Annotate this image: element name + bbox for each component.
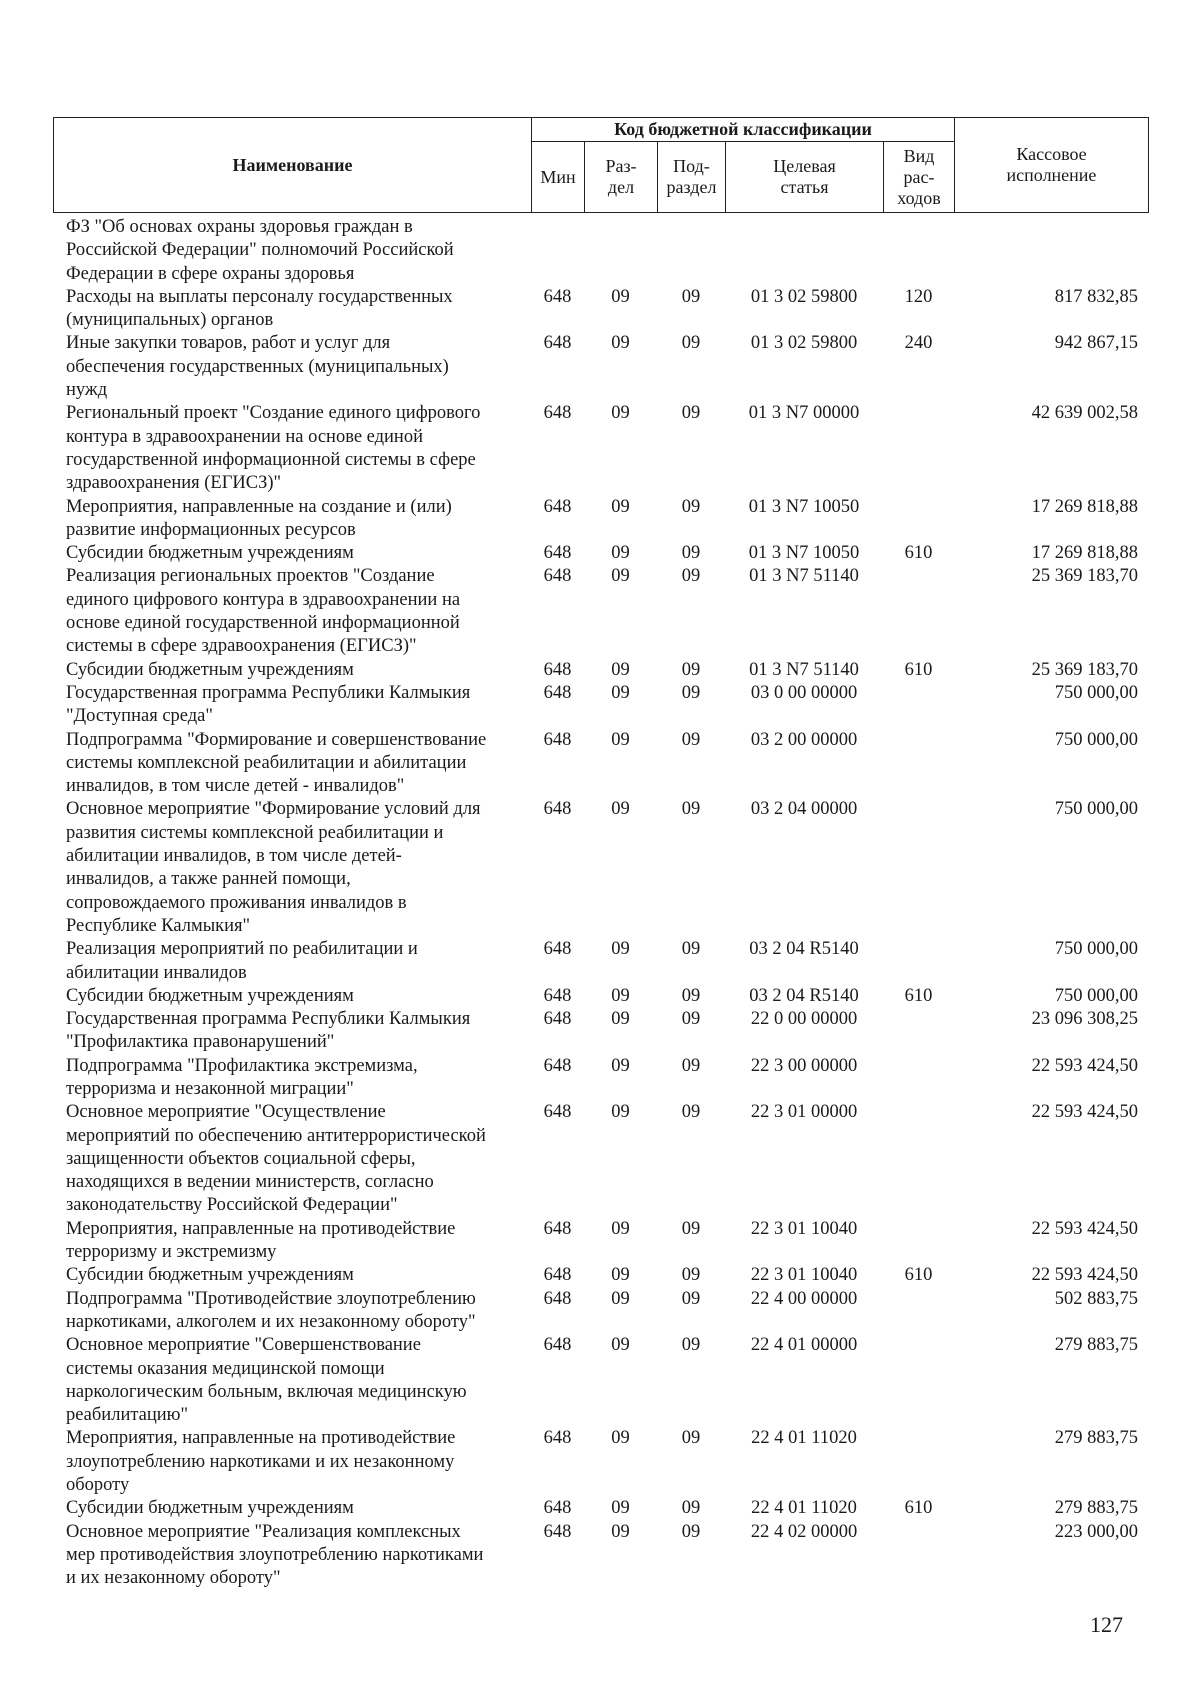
row-min: 648 bbox=[543, 1102, 572, 1123]
row-expense-type bbox=[883, 682, 954, 729]
row-name bbox=[53, 682, 531, 729]
row-expense-type bbox=[883, 216, 954, 286]
row-expense-type bbox=[883, 402, 954, 495]
row-expense-type: 610 bbox=[904, 659, 933, 680]
table-row bbox=[53, 985, 1148, 1008]
row-article: 01 3 N7 00000 bbox=[748, 403, 860, 424]
row-expense-type: 610 bbox=[904, 543, 933, 564]
row-name-line: мер противодействия злоупотреблению наркотиками bbox=[66, 1544, 484, 1565]
table-row bbox=[53, 216, 1148, 286]
row-min: 648 bbox=[543, 333, 572, 354]
row-execution: 223 000,00 bbox=[1054, 1521, 1138, 1542]
row-name bbox=[53, 542, 531, 565]
row-name-line: абилитации инвалидов, в том числе детей- bbox=[66, 846, 402, 867]
row-min: 648 bbox=[543, 939, 572, 960]
row-article: 22 4 02 00000 bbox=[750, 1521, 858, 1542]
row-min: 648 bbox=[543, 1218, 572, 1239]
row-execution: 279 883,75 bbox=[1054, 1498, 1138, 1519]
row-name bbox=[53, 286, 531, 333]
row-expense-type: 610 bbox=[904, 985, 933, 1006]
row-min: 648 bbox=[543, 1335, 572, 1356]
row-name-line: Субсидии бюджетным учреждениям bbox=[66, 659, 354, 680]
page-number: 127 bbox=[1090, 1612, 1123, 1637]
row-execution: 750 000,00 bbox=[1054, 729, 1138, 750]
row-execution: 22 593 424,50 bbox=[1031, 1055, 1138, 1076]
row-execution: 750 000,00 bbox=[1054, 939, 1138, 960]
table-row bbox=[53, 332, 1148, 402]
row-name bbox=[53, 1427, 531, 1497]
row-name-line: "Профилактика правонарушений" bbox=[66, 1032, 335, 1053]
row-name-line: нужд bbox=[66, 380, 108, 401]
row-subsection: 09 bbox=[681, 1428, 701, 1449]
row-subsection: 09 bbox=[681, 939, 701, 960]
row-min: 648 bbox=[543, 1521, 572, 1542]
table-row bbox=[53, 682, 1148, 729]
row-name-line: Расходы на выплаты персоналу государственных bbox=[66, 286, 453, 307]
row-subsection: 09 bbox=[681, 403, 701, 424]
table-row bbox=[53, 1218, 1148, 1265]
row-min: 648 bbox=[543, 1055, 572, 1076]
row-execution: 25 369 183,70 bbox=[1031, 659, 1138, 680]
row-name-line: находящихся в ведении министерств, согласно bbox=[66, 1172, 434, 1193]
row-article: 03 0 00 00000 bbox=[750, 682, 858, 703]
row-expense-type bbox=[883, 1055, 954, 1102]
row-name-line: Основное мероприятие "Формирование условий для bbox=[66, 799, 481, 820]
row-section: 09 bbox=[611, 543, 630, 564]
header-article-line2: статья bbox=[780, 177, 829, 197]
row-section: 09 bbox=[611, 1521, 630, 1542]
row-subsection: 09 bbox=[681, 985, 701, 1006]
row-execution: 17 269 818,88 bbox=[1031, 543, 1138, 564]
row-subsection: 09 bbox=[681, 286, 701, 307]
row-expense-type bbox=[883, 565, 954, 658]
row-subsection: 09 bbox=[681, 1102, 701, 1123]
table-row bbox=[53, 402, 1148, 495]
row-min: 648 bbox=[543, 1498, 572, 1519]
table-row bbox=[53, 659, 1148, 682]
row-execution: 22 593 424,50 bbox=[1031, 1218, 1138, 1239]
row-article: 01 3 N7 51140 bbox=[749, 659, 859, 680]
row-subsection: 09 bbox=[681, 682, 701, 703]
header-article-line1: Целевая bbox=[773, 156, 836, 176]
table-row bbox=[53, 1288, 1148, 1335]
row-article: 01 3 02 59800 bbox=[750, 286, 858, 307]
row-subsection: 09 bbox=[681, 1521, 701, 1542]
row-subsection: 09 bbox=[681, 496, 701, 517]
row-min: 648 bbox=[543, 496, 572, 517]
row-name-line: защищенности объектов социальной сферы, bbox=[66, 1148, 416, 1169]
row-name bbox=[53, 1008, 531, 1055]
row-section: 09 bbox=[611, 1055, 630, 1076]
row-name-line: Реализация мероприятий по реабилитации и bbox=[66, 939, 418, 960]
row-name-line: наркологическим больным, включая медицинскую bbox=[66, 1381, 467, 1402]
header-expense-type bbox=[884, 142, 955, 213]
row-min: 648 bbox=[543, 286, 572, 307]
row-section: 09 bbox=[611, 1498, 630, 1519]
row-expense-type bbox=[883, 798, 954, 938]
row-name-line: (муниципальных) органов bbox=[66, 310, 274, 331]
row-name bbox=[53, 985, 531, 1008]
row-article: 22 4 01 11020 bbox=[751, 1428, 857, 1449]
row-subsection: 09 bbox=[681, 1335, 701, 1356]
row-subsection: 09 bbox=[681, 1218, 701, 1239]
row-expense-type bbox=[883, 496, 954, 543]
row-name bbox=[53, 1101, 531, 1217]
row-article: 01 3 N7 51140 bbox=[749, 566, 859, 587]
row-min: 648 bbox=[543, 659, 572, 680]
row-execution: 23 096 308,25 bbox=[1031, 1009, 1138, 1030]
row-subsection: 09 bbox=[681, 543, 701, 564]
row-execution: 17 269 818,88 bbox=[1031, 496, 1138, 517]
row-section: 09 bbox=[611, 1335, 630, 1356]
row-subsection: 09 bbox=[681, 1288, 701, 1309]
row-subsection: 09 bbox=[681, 333, 701, 354]
row-subsection: 09 bbox=[681, 566, 701, 587]
row-section: 09 bbox=[611, 729, 630, 750]
row-section: 09 bbox=[611, 286, 630, 307]
row-article: 01 3 N7 10050 bbox=[748, 543, 860, 564]
row-min: 648 bbox=[543, 403, 572, 424]
row-name bbox=[53, 332, 531, 402]
row-section: 09 bbox=[611, 333, 630, 354]
row-article: 22 0 00 00000 bbox=[750, 1009, 858, 1030]
row-article: 22 3 01 10040 bbox=[750, 1265, 858, 1286]
row-name-line: Субсидии бюджетным учреждениям bbox=[66, 543, 354, 564]
table-row bbox=[53, 565, 1148, 658]
row-name-line: Субсидии бюджетным учреждениям bbox=[66, 1498, 354, 1519]
header-subsection-line1: Под- bbox=[673, 156, 710, 176]
header-min: Мин bbox=[532, 142, 585, 213]
row-name-line: Подпрограмма "Профилактика экстремизма, bbox=[66, 1055, 418, 1076]
row-subsection bbox=[657, 216, 725, 286]
row-name-line: сопровождаемого проживания инвалидов в bbox=[66, 892, 407, 913]
row-name-line: Основное мероприятие "Осуществление bbox=[66, 1102, 386, 1123]
header-expense-line3: ходов bbox=[897, 187, 941, 208]
row-name-line: государственной информационной системы в сфере bbox=[66, 449, 476, 470]
header-expense-line1: Вид bbox=[903, 145, 935, 166]
row-article bbox=[725, 216, 883, 286]
row-name-line: абилитации инвалидов bbox=[66, 962, 247, 983]
row-section: 09 bbox=[611, 682, 630, 703]
row-name-line: системы оказания медицинской помощи bbox=[66, 1358, 385, 1379]
table-row bbox=[53, 1055, 1148, 1102]
row-name-line: системы в сфере здравоохранения (ЕГИСЗ)" bbox=[66, 636, 417, 657]
row-execution: 279 883,75 bbox=[1054, 1428, 1138, 1449]
row-name-line: Мероприятия, направленные на противодействие bbox=[66, 1428, 456, 1449]
row-name-line: Подпрограмма "Противодействие злоупотреблению bbox=[66, 1288, 476, 1309]
row-name-line: Российской Федерации" полномочий Российской bbox=[66, 240, 454, 261]
row-article: 22 3 00 00000 bbox=[750, 1055, 858, 1076]
table-row bbox=[53, 1497, 1148, 1520]
row-section: 09 bbox=[611, 403, 630, 424]
row-name-line: Основное мероприятие "Совершенствование bbox=[66, 1335, 421, 1356]
row-name-line: Республике Калмыкия" bbox=[66, 915, 251, 936]
row-execution: 817 832,85 bbox=[1054, 286, 1138, 307]
row-name-line: Государственная программа Республики Калмыкия bbox=[66, 1009, 471, 1030]
header-article bbox=[726, 142, 884, 213]
row-subsection: 09 bbox=[681, 659, 701, 680]
row-article: 01 3 02 59800 bbox=[750, 333, 858, 354]
row-name bbox=[53, 1055, 531, 1102]
row-article: 22 4 01 00000 bbox=[750, 1335, 858, 1356]
row-name-line: здравоохранения (ЕГИСЗ)" bbox=[66, 473, 282, 494]
row-execution: 942 867,15 bbox=[1054, 333, 1138, 354]
row-subsection: 09 bbox=[681, 799, 701, 820]
row-min: 648 bbox=[543, 985, 572, 1006]
header-name: Наименование bbox=[54, 118, 532, 213]
row-expense-type bbox=[883, 1334, 954, 1427]
row-execution: 750 000,00 bbox=[1054, 682, 1138, 703]
row-expense-type bbox=[883, 1101, 954, 1217]
header-subsection bbox=[658, 142, 726, 213]
row-execution bbox=[954, 216, 1148, 286]
row-execution: 279 883,75 bbox=[1054, 1335, 1138, 1356]
row-name-line: единого цифрового контура в здравоохранении на bbox=[66, 589, 461, 610]
row-name bbox=[53, 1288, 531, 1335]
row-article: 01 3 N7 10050 bbox=[748, 496, 860, 517]
header-execution bbox=[955, 118, 1149, 213]
row-article: 22 4 01 11020 bbox=[751, 1498, 857, 1519]
row-execution: 22 593 424,50 bbox=[1031, 1265, 1138, 1286]
table-row bbox=[53, 729, 1148, 799]
row-expense-type: 610 bbox=[904, 1265, 933, 1286]
header-execution-line2: исполнение bbox=[1006, 165, 1097, 185]
header-code-group: Код бюджетной классификации bbox=[532, 118, 955, 142]
header-section bbox=[585, 142, 658, 213]
row-name-line: развития системы комплексной реабилитации и bbox=[66, 822, 444, 843]
row-execution: 22 593 424,50 bbox=[1031, 1102, 1138, 1123]
row-name-line: злоупотреблению наркотиками и их незаконному bbox=[66, 1451, 455, 1472]
header-subsection-line2: раздел bbox=[666, 177, 717, 197]
row-name-line: системы комплексной реабилитации и абилитации bbox=[66, 752, 467, 773]
row-name bbox=[53, 1521, 531, 1591]
row-article: 03 2 04 00000 bbox=[750, 799, 858, 820]
row-min: 648 bbox=[543, 1288, 572, 1309]
row-article: 03 2 00 00000 bbox=[750, 729, 858, 750]
row-execution: 42 639 002,58 bbox=[1031, 403, 1138, 424]
header-execution-line1: Кассовое bbox=[1016, 144, 1087, 164]
row-expense-type bbox=[883, 938, 954, 985]
row-section: 09 bbox=[611, 1288, 630, 1309]
row-name-line: развитие информационных ресурсов bbox=[66, 519, 356, 540]
row-name-line: Подпрограмма "Формирование и совершенствование bbox=[66, 729, 487, 750]
row-section: 09 bbox=[611, 939, 630, 960]
table-row bbox=[53, 938, 1148, 985]
row-section: 09 bbox=[611, 1102, 630, 1123]
row-name-line: Иные закупки товаров, работ и услуг для bbox=[66, 333, 391, 354]
row-name bbox=[53, 938, 531, 985]
row-execution: 750 000,00 bbox=[1054, 985, 1138, 1006]
row-min: 648 bbox=[543, 566, 572, 587]
table-row bbox=[53, 798, 1148, 938]
row-expense-type: 120 bbox=[904, 286, 933, 307]
row-article: 03 2 04 R5140 bbox=[749, 939, 859, 960]
row-name-line: наркотиками, алкоголем и их незаконному обороту" bbox=[66, 1311, 476, 1332]
table-row bbox=[53, 1427, 1148, 1497]
table-row bbox=[53, 1264, 1148, 1287]
row-expense-type: 610 bbox=[904, 1498, 933, 1519]
row-name-line: "Доступная среда" bbox=[66, 706, 213, 727]
row-subsection: 09 bbox=[681, 1009, 701, 1030]
table-row bbox=[53, 1521, 1148, 1591]
table-row bbox=[53, 1101, 1148, 1217]
row-expense-type bbox=[883, 1521, 954, 1591]
table-row bbox=[53, 286, 1148, 333]
row-name bbox=[53, 659, 531, 682]
row-name-line: реабилитацию" bbox=[66, 1405, 189, 1426]
header-section-line1: Раз- bbox=[605, 156, 637, 176]
row-name-line: терроризму и экстремизму bbox=[66, 1242, 277, 1263]
row-subsection: 09 bbox=[681, 729, 701, 750]
row-section: 09 bbox=[611, 566, 630, 587]
row-name-line: мероприятий по обеспечению антитеррористической bbox=[66, 1125, 486, 1146]
row-subsection: 09 bbox=[681, 1265, 701, 1286]
row-min: 648 bbox=[543, 543, 572, 564]
row-min: 648 bbox=[543, 729, 572, 750]
table-body bbox=[53, 216, 1148, 1591]
table-row bbox=[53, 1008, 1148, 1055]
row-section: 09 bbox=[611, 799, 630, 820]
row-section: 09 bbox=[611, 1428, 630, 1449]
row-name-line: Реализация региональных проектов "Создание bbox=[66, 566, 435, 587]
row-section: 09 bbox=[611, 985, 630, 1006]
row-section: 09 bbox=[611, 1265, 630, 1286]
row-name bbox=[53, 798, 531, 938]
row-expense-type bbox=[883, 1427, 954, 1497]
row-name-line: инвалидов, в том числе детей - инвалидов" bbox=[66, 776, 405, 797]
row-min: 648 bbox=[543, 1265, 572, 1286]
row-name-line: терроризма и незаконной миграции" bbox=[66, 1078, 354, 1099]
row-section: 09 bbox=[611, 1009, 630, 1030]
row-subsection: 09 bbox=[681, 1498, 701, 1519]
row-name bbox=[53, 1218, 531, 1265]
row-name-line: Региональный проект "Создание единого цифрового bbox=[66, 403, 481, 424]
row-expense-type bbox=[883, 729, 954, 799]
row-min: 648 bbox=[543, 799, 572, 820]
table-row bbox=[53, 1334, 1148, 1427]
table-header bbox=[53, 117, 1149, 213]
row-article: 03 2 04 R5140 bbox=[749, 985, 859, 1006]
row-article: 22 3 01 10040 bbox=[750, 1218, 858, 1239]
row-name-line: Субсидии бюджетным учреждениям bbox=[66, 985, 354, 1006]
row-expense-type bbox=[883, 1218, 954, 1265]
row-section: 09 bbox=[611, 1218, 630, 1239]
row-article: 22 3 01 00000 bbox=[750, 1102, 858, 1123]
row-name-line: контура в здравоохранении на основе единой bbox=[66, 426, 423, 447]
row-section: 09 bbox=[611, 496, 630, 517]
row-name bbox=[53, 565, 531, 658]
row-name-line: Мероприятия, направленные на создание и (или) bbox=[66, 496, 452, 517]
row-name bbox=[53, 496, 531, 543]
row-name-line: и их незаконному обороту" bbox=[66, 1568, 281, 1589]
row-min bbox=[531, 216, 584, 286]
row-name-line: Основное мероприятие "Реализация комплексных bbox=[66, 1521, 461, 1542]
row-expense-type bbox=[883, 1288, 954, 1335]
row-execution: 25 369 183,70 bbox=[1031, 566, 1138, 587]
row-name bbox=[53, 402, 531, 495]
row-execution: 502 883,75 bbox=[1054, 1288, 1138, 1309]
row-section bbox=[584, 216, 657, 286]
row-name-line: обеспечения государственных (муниципальных) bbox=[66, 356, 449, 377]
table-row bbox=[53, 496, 1148, 543]
row-name-line: Федерации в сфере охраны здоровья bbox=[66, 263, 355, 284]
row-name bbox=[53, 729, 531, 799]
row-name bbox=[53, 1264, 531, 1287]
row-name-line: ФЗ "Об основах охраны здоровья граждан в bbox=[66, 217, 413, 237]
row-subsection: 09 bbox=[681, 1055, 701, 1076]
row-section: 09 bbox=[611, 659, 630, 680]
header-section-line2: дел bbox=[607, 177, 635, 197]
table-row bbox=[53, 542, 1148, 565]
row-min: 648 bbox=[543, 1428, 572, 1449]
row-name-line: основе единой государственной информационной bbox=[66, 613, 460, 634]
row-expense-type bbox=[883, 1008, 954, 1055]
row-min: 648 bbox=[543, 682, 572, 703]
row-name-line: Государственная программа Республики Калмыкия bbox=[66, 682, 471, 703]
row-name bbox=[53, 216, 531, 286]
row-name-line: Субсидии бюджетным учреждениям bbox=[66, 1265, 354, 1286]
row-name bbox=[53, 1497, 531, 1520]
row-min: 648 bbox=[543, 1009, 572, 1030]
row-name-line: Мероприятия, направленные на противодействие bbox=[66, 1218, 456, 1239]
row-expense-type: 240 bbox=[904, 333, 933, 354]
row-name-line: обороту bbox=[66, 1475, 130, 1496]
row-article: 22 4 00 00000 bbox=[750, 1288, 858, 1309]
row-name-line: инвалидов, а также ранней помощи, bbox=[66, 869, 351, 890]
header-expense-line2: рас- bbox=[903, 166, 935, 187]
row-name bbox=[53, 1334, 531, 1427]
row-execution: 750 000,00 bbox=[1054, 799, 1138, 820]
row-name-line: законодательству Российской Федерации" bbox=[66, 1195, 398, 1216]
